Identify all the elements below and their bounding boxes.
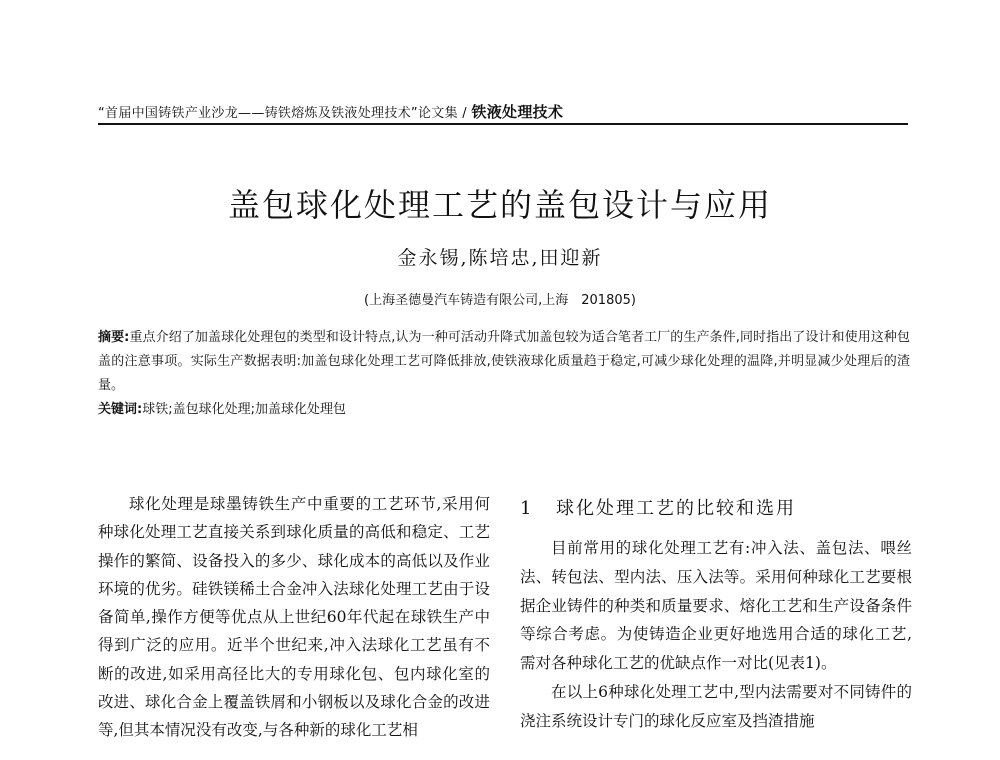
keywords-label: 关键词:: [98, 402, 143, 417]
article-authors: 金永锡,陈培忠,田迎新: [397, 247, 603, 269]
abstract-label: 摘要:: [98, 330, 130, 345]
header-section-name: 铁液处理技术: [471, 103, 564, 121]
header-divider: [98, 123, 908, 125]
keywords-text: 球铁;盖包球化处理;加盖球化处理包: [142, 402, 346, 417]
right-column: [520, 494, 912, 736]
abstract-block: [98, 326, 910, 422]
abstract-text: 重点介绍了加盖球化处理包的类型和设计特点,认为一种可活动升降式加盖包较为适合笔者工厂的生产条件,同时指出了设计和使用这种包盖的注意事项。实际生产数据表明:加盖包球化处理工艺可降低排放,使铁液球化质量趋于稳定,可减少球化处理的温降,并明显减少处理后的渣量。: [98, 330, 910, 393]
section-paragraph-2: 在以上6种球化处理工艺中,型内法需要对不同铸件的浇注系统设计专门的球化反应室及挡渣措施: [520, 682, 912, 730]
keywords: [98, 398, 910, 422]
header-series-title: “首届中国铸铁产业沙龙——铸铁熔炼及铁液处理技术”论文集 /: [98, 106, 472, 121]
section-heading: [520, 494, 912, 520]
section-paragraph-1: 目前常用的球化处理工艺有:冲入法、盖包法、喂丝法、转包法、型内法、压入法等。采用何种球化工艺要根据企业铸件的种类和质量要求、熔化工艺和生产设备条件等综合考虑。为使铸造企业更好地选用合适的球化工艺,需对各种球化工艺的优缺点作一对比(见表1)。: [520, 539, 912, 673]
intro-paragraph: 球化处理是球墨铸铁生产中重要的工艺环节,采用何种球化处理工艺直接关系到球化质量的高低和稳定、工艺操作的繁简、设备投入的多少、球化成本的高低以及作业环境的优劣。硅铁镁稀土合金冲入法球化处理工艺由于设备简单,操作方便等优点从上世纪60年代起在球铁生产中得到广泛的应用。近半个世纪来,冲入法球化工艺虽有不断的改进,如采用高径比大的专用球化包、包内球化室的改进、球化合金上覆盖铁屑和小钢板以及球化合金的改进等,但其本情况没有改变,与各种新的球化工艺相: [98, 495, 490, 740]
section-number: 1: [520, 498, 534, 519]
article-title: 盖包球化处理工艺的盖包设计与应用: [227, 186, 772, 224]
abstract: [98, 326, 910, 398]
section-title: 球化处理工艺的比较和选用: [556, 498, 796, 519]
running-header: [98, 101, 563, 122]
article-affiliation: (上海圣德曼汽车铸造有限公司,上海 201805): [364, 293, 636, 308]
left-column: [98, 490, 490, 745]
